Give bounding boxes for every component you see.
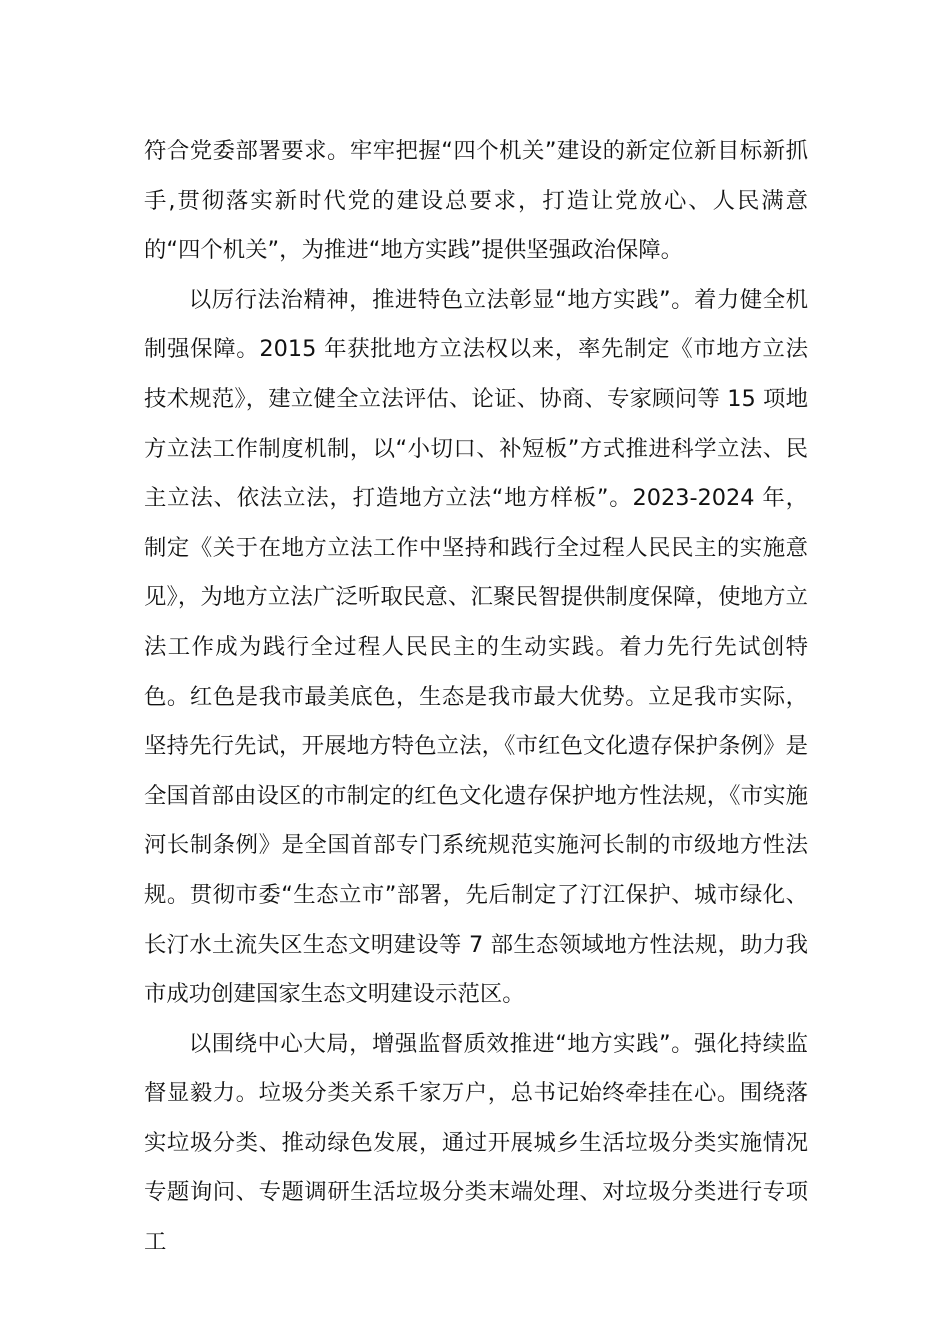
paragraph-continuation: 符合党委部署要求。牢牢把握“四个机关”建设的新定位新目标新抓手,贯彻落实新时代党的建设总要求，打造让党放心、人民满意的“四个机关”，为推进“地方实践”提供坚强政治保障。: [144, 138, 808, 264]
paragraph-supervision: 以围绕中心大局，增强监督质效推进“地方实践”。强化持续监督显毅力。垃圾分类关系千家万户，总书记始终牵挂在心。围绕落实垃圾分类、推动绿色发展，通过开展城乡生活垃圾分类实施情况专题询问、专题调研生活垃圾分类末端处理、对垃圾分类进行专项工: [144, 1030, 808, 1256]
document-body: [144, 127, 808, 1268]
paragraph-legislation: 以厉行法治精神，推进特色立法彰显“地方实践”。着力健全机制强保障。2015 年获批地方立法权以来，率先制定《市地方立法技术规范》，建立健全立法评估、论证、协商、专家顾问等 15 项地方立法工作制度机制，以“小切口、补短板”方式推进科学立法、民主立法、依法立法，打造地方立法“地方样板”。2023-2024 年，制定《关于在地方立法工作中坚持和践行全过程人民民主的实施意见》，为地方立法广泛听取民意、汇聚民智提供制度保障，使地方立法工作成为践行全过程人民民主的生动实践。着力先行先试创特色。红色是我市最美底色，生态是我市最大优势。立足我市实际，坚持先行先试，开展地方特色立法，《市红色文化遗存保护条例》是全国首部由设区的市制定的红色文化遗存保护地方性法规，《市实施河长制条例》是全国首部专门系统规范实施河长制的市级地方性法规。贯彻市委“生态立市”部署，先后制定了汀江保护、城市绿化、长汀水土流失区生态文明建设等 7 部生态领域地方性法规，助力我市成功创建国家生态文明建设示范区。: [144, 286, 808, 1008]
